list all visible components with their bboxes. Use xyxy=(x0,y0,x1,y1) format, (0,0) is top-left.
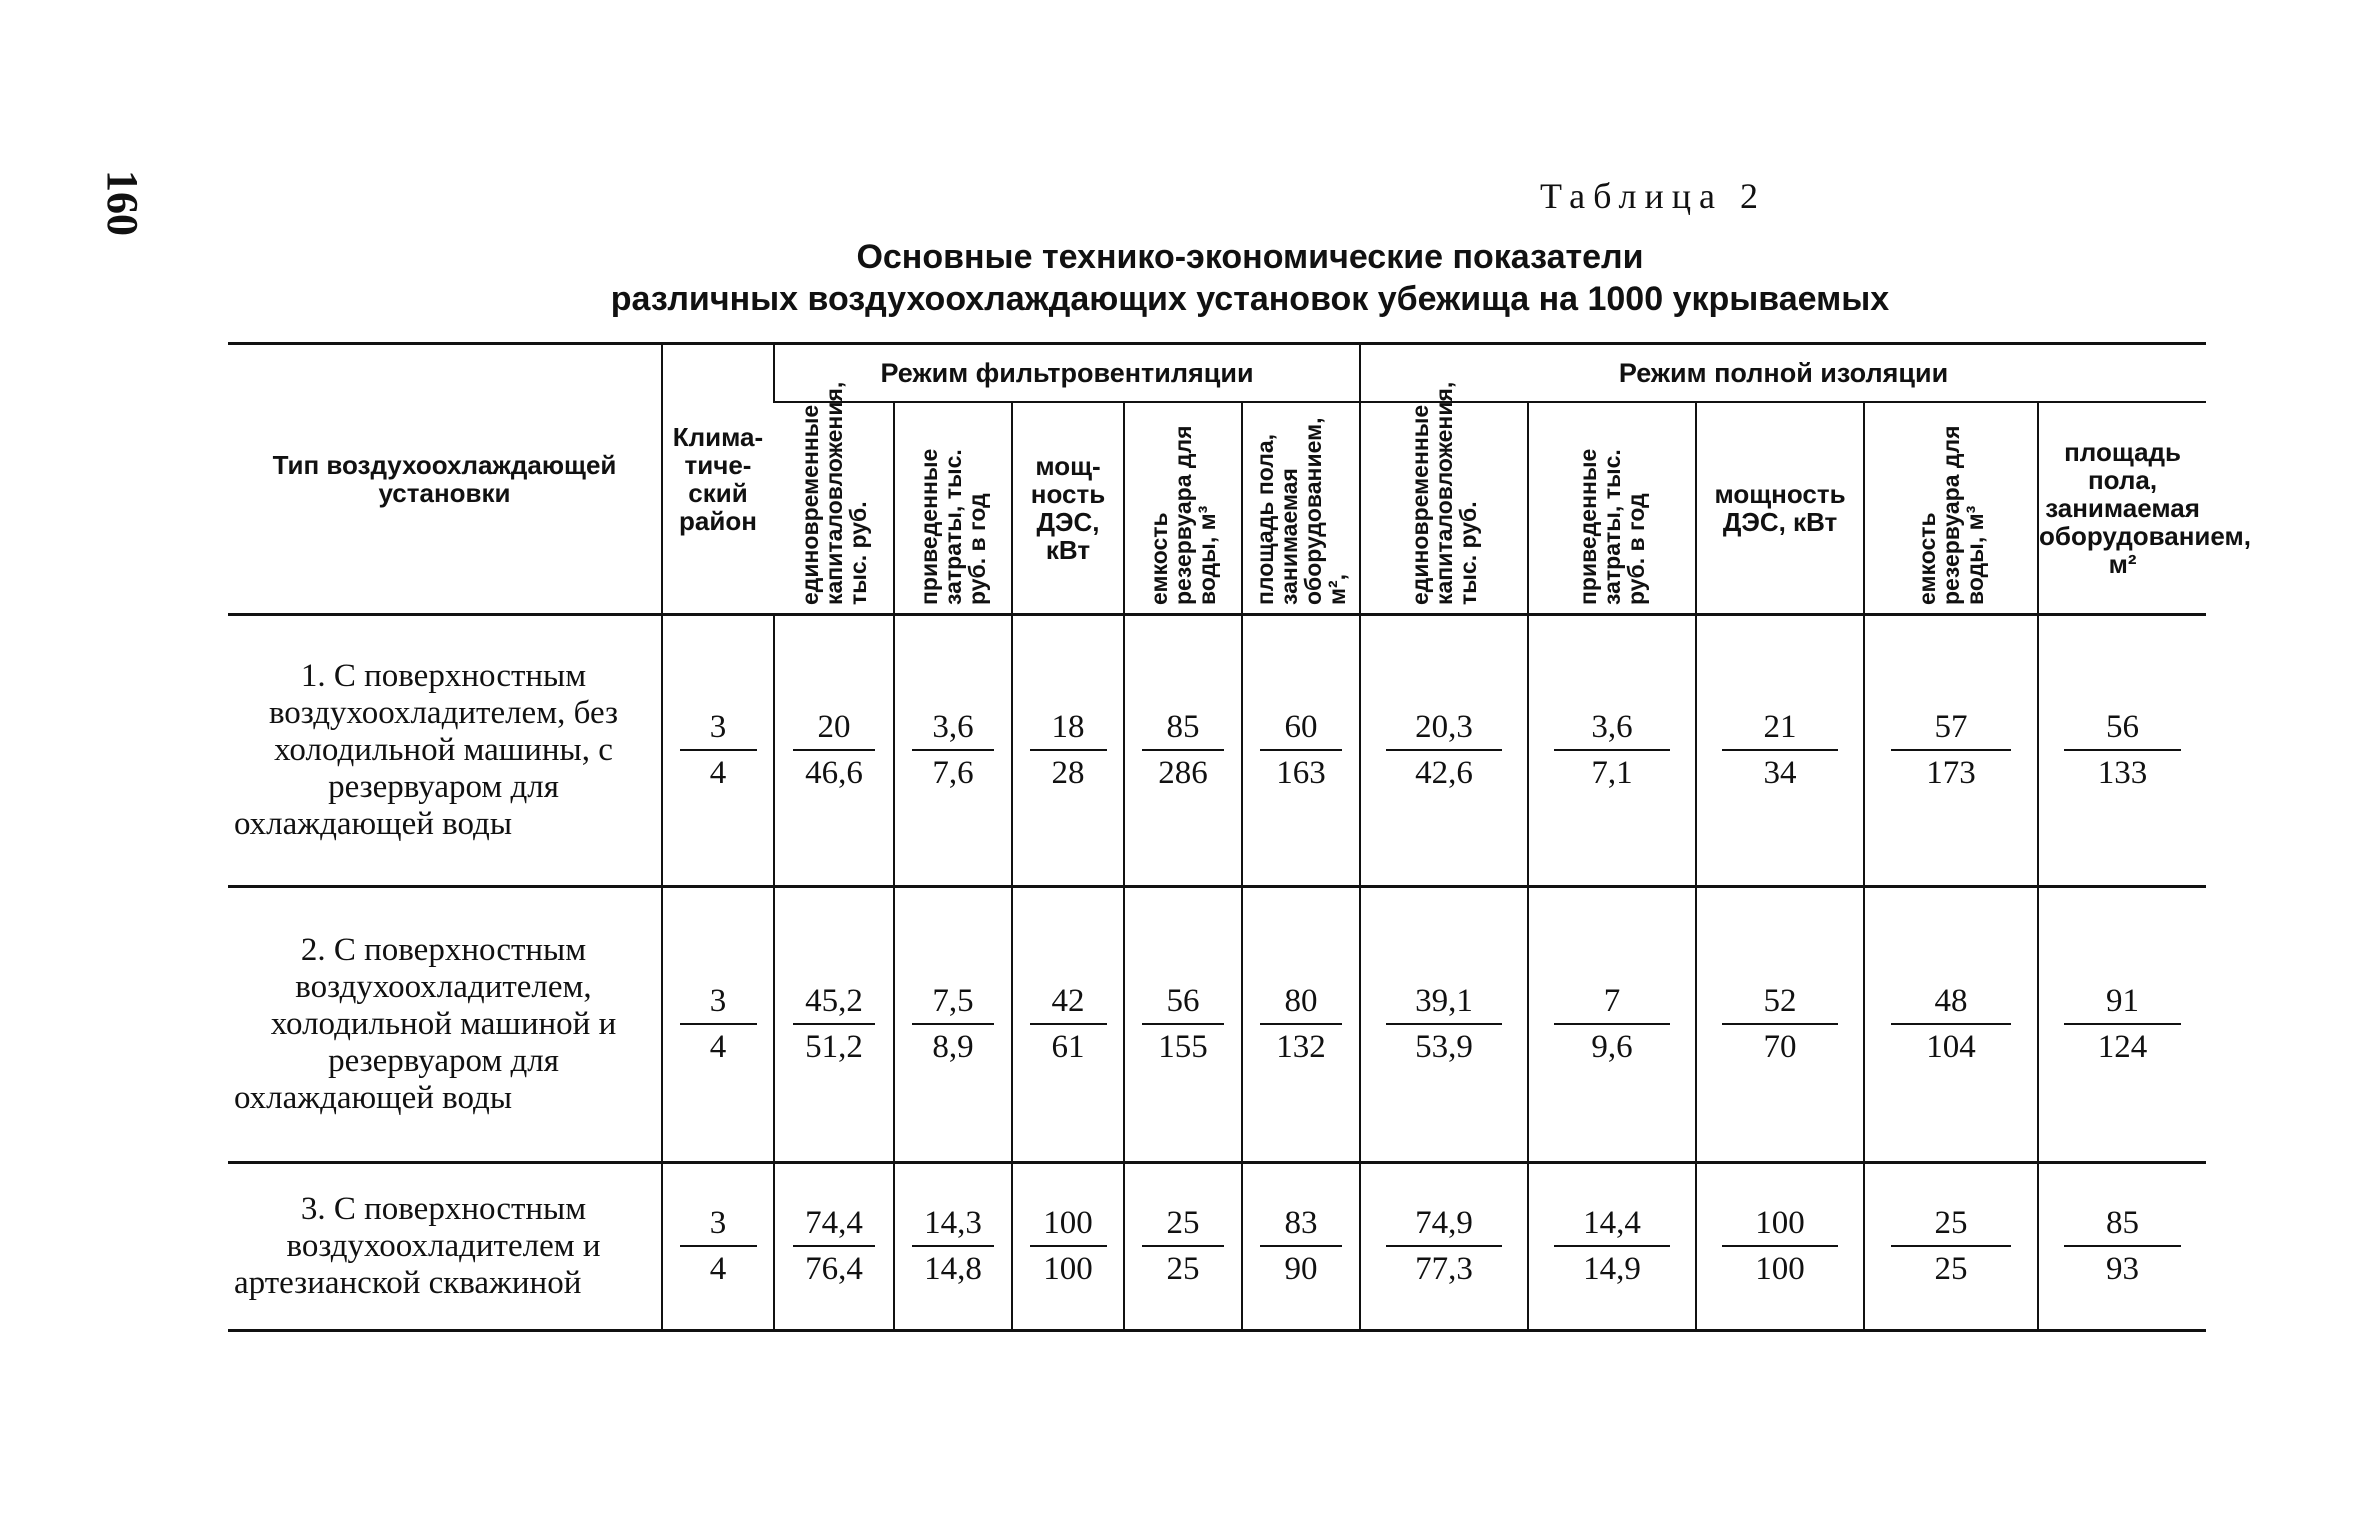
cell-i-area: $\frac{91}{124}$ xyxy=(2038,886,2206,1162)
header-f-tank: емкость резервуара для воды, м³ xyxy=(1124,402,1242,614)
table-row xyxy=(228,614,2206,886)
header-i-costs: приведенные затраты, тыс. руб. в год xyxy=(1528,402,1696,614)
cell-i-tank: $\frac{25}{25}$ xyxy=(1864,1162,2038,1330)
cell-f-costs: $\frac{7,5}{8,9}$ xyxy=(894,886,1012,1162)
cell-f-power: $\frac{42}{61}$ xyxy=(1012,886,1124,1162)
cell-i-power: $\frac{52}{70}$ xyxy=(1696,886,1864,1162)
table-row xyxy=(228,1162,2206,1330)
cell-region: $\frac{3}{4}$ xyxy=(662,1162,774,1330)
header-i-capital: единовременные капиталовложения, тыс. руб. xyxy=(1360,402,1528,614)
cell-region: $\frac{3}{4}$ xyxy=(662,886,774,1162)
cell-i-tank: $\frac{57}{173}$ xyxy=(1864,614,2038,886)
header-f-capital: единовременные капиталовложения, тыс. руб. xyxy=(796,381,871,605)
table-title-line-1: Основные технико-экономические показатели xyxy=(856,238,1644,276)
cell-f-tank: $\frac{56}{155}$ xyxy=(1124,886,1242,1162)
row-type-name: 1. С поверхностным воздухоохладителем, без холодильной машины, с резервуаром для охлаждающей воды xyxy=(228,614,662,886)
header-i-area: площадь пола, занимаемая оборудованием, м² xyxy=(2038,402,2206,614)
cell-i-costs: $\frac{7}{9,6}$ xyxy=(1528,886,1696,1162)
cell-f-power: $\frac{100}{100}$ xyxy=(1012,1162,1124,1330)
header-group-filter: Режим фильтровентиляции xyxy=(774,344,1360,403)
header-region: Клима-тиче-ский район xyxy=(662,344,774,615)
cell-f-costs: $\frac{14,3}{14,8}$ xyxy=(894,1162,1012,1330)
cell-f-area: $\frac{60}{163}$ xyxy=(1242,614,1360,886)
cell-f-power: $\frac{18}{28}$ xyxy=(1012,614,1124,886)
cell-f-costs: $\frac{3,6}{7,6}$ xyxy=(894,614,1012,886)
cell-f-area: $\frac{83}{90}$ xyxy=(1242,1162,1360,1330)
cell-i-costs: $\frac{14,4}{14,9}$ xyxy=(1528,1162,1696,1330)
header-group-isolation: Режим полной изоляции xyxy=(1360,344,2206,403)
cell-i-costs: $\frac{3,6}{7,1}$ xyxy=(1528,614,1696,886)
indicators-table xyxy=(228,342,2251,1332)
cell-i-tank: $\frac{48}{104}$ xyxy=(1864,886,2038,1162)
table-row xyxy=(228,886,2206,1162)
header-f-costs: приведенные затраты, тыс. руб. в год xyxy=(894,402,1012,614)
cell-i-capital: $\frac{20,3}{42,6}$ xyxy=(1360,614,1528,886)
header-f-area: площадь пола, занимаемая оборудованием, м², xyxy=(1242,402,1360,614)
cell-f-capital: $\frac{20}{46,6}$ xyxy=(774,614,894,886)
header-f-power: мощ-ность ДЭС, кВт xyxy=(1012,402,1124,614)
cell-f-tank: $\frac{25}{25}$ xyxy=(1124,1162,1242,1330)
cell-f-capital: $\frac{45,2}{51,2}$ xyxy=(774,886,894,1162)
table-title xyxy=(400,236,2100,320)
row-type-name: 3. С поверхностным воздухоохладителем и артезианской скважиной xyxy=(228,1162,662,1330)
page-number: 160 xyxy=(98,170,147,236)
cell-f-capital: $\frac{74,4}{76,4}$ xyxy=(774,1162,894,1330)
cell-i-capital: $\frac{39,1}{53,9}$ xyxy=(1360,886,1528,1162)
cell-region: $\frac{3}{4}$ xyxy=(662,614,774,886)
header-i-power: мощность ДЭС, кВт xyxy=(1696,402,1864,614)
cell-i-area: $\frac{56}{133}$ xyxy=(2038,614,2206,886)
cell-f-area: $\frac{80}{132}$ xyxy=(1242,886,1360,1162)
table-title-line-2: различных воздухоохлаждающих установок убежища на 1000 укрываемых xyxy=(610,280,1890,318)
cell-f-tank: $\frac{85}{286}$ xyxy=(1124,614,1242,886)
cell-i-power: $\frac{100}{100}$ xyxy=(1696,1162,1864,1330)
cell-i-area: $\frac{85}{93}$ xyxy=(2038,1162,2206,1330)
cell-i-capital: $\frac{74,9}{77,3}$ xyxy=(1360,1162,1528,1330)
header-type: Тип воздухоохлаждающей установки xyxy=(272,449,617,508)
table-label: Таблица 2 xyxy=(1540,176,1766,216)
header-i-tank: емкость резервуара для воды, м³ xyxy=(1864,402,2038,614)
cell-i-power: $\frac{21}{34}$ xyxy=(1696,614,1864,886)
row-type-name: 2. С поверхностным воздухоохладителем, холодильной машиной и резервуаром для охлаждающей воды xyxy=(228,886,662,1162)
